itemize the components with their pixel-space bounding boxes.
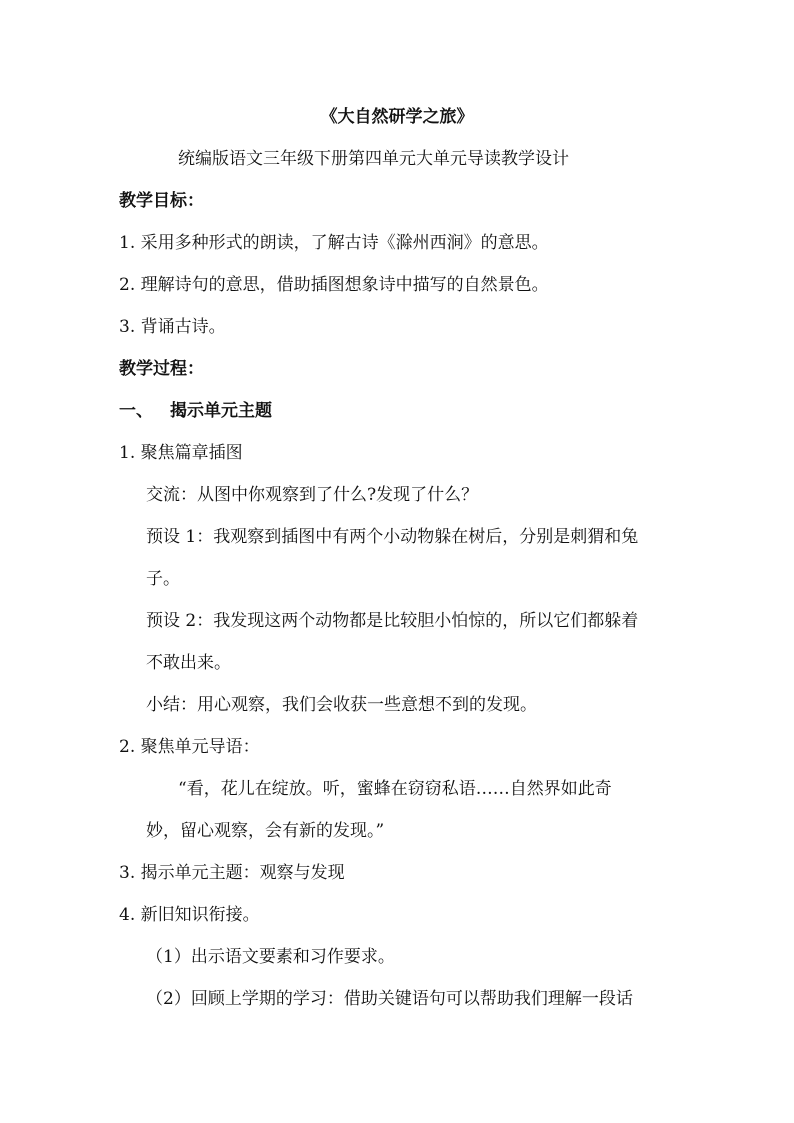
- section-number: 一、: [119, 401, 153, 421]
- exchange-text: 交流：从图中你观察到了什么?发现了什么？: [146, 485, 479, 505]
- sub-item: （2）回顾上学期的学习：借助关键语句可以帮助我们理解一段话: [146, 989, 633, 1009]
- document-subtitle: 统编版语文三年级下册第四单元大单元导读教学设计: [178, 149, 569, 169]
- quote-text: “看，花儿在绽放。听，蜜蜂在窃窃私语……自然界如此奇: [178, 779, 612, 799]
- item-label: 1. 聚焦篇章插图: [119, 443, 243, 463]
- document-title: 《大自然研学之旅》: [320, 107, 474, 127]
- summary-text: 小结：用心观察，我们会收获一些意想不到的发现。: [146, 695, 537, 715]
- preset-text: 预设 2：我发现这两个动物都是比较胆小怕惊的，所以它们都躲着: [146, 611, 639, 631]
- quote-text: 妙，留心观察，会有新的发现。”: [146, 821, 385, 841]
- preset-text: 预设 1：我观察到插图中有两个小动物躲在树后，分别是刺猬和兔: [146, 527, 639, 547]
- section-title: 揭示单元主题: [170, 401, 272, 421]
- objective-item: 1. 采用多种形式的朗读，了解古诗《滁州西涧》的意思。: [119, 233, 549, 253]
- preset-text: 不敢出来。: [146, 653, 231, 673]
- objective-item: 3. 背诵古诗。: [119, 317, 226, 337]
- item-label: 4. 新旧知识衔接。: [119, 905, 260, 925]
- objective-item: 2. 理解诗句的意思，借助插图想象诗中描写的自然景色。: [119, 275, 549, 295]
- process-heading: 教学过程：: [119, 359, 204, 379]
- item-label: 2. 聚焦单元导语：: [119, 737, 260, 757]
- objectives-heading: 教学目标：: [119, 191, 204, 211]
- sub-item: （1）出示语文要素和习作要求。: [146, 947, 395, 967]
- item-label: 3. 揭示单元主题：观察与发现: [119, 863, 345, 883]
- preset-text: 子。: [146, 569, 180, 589]
